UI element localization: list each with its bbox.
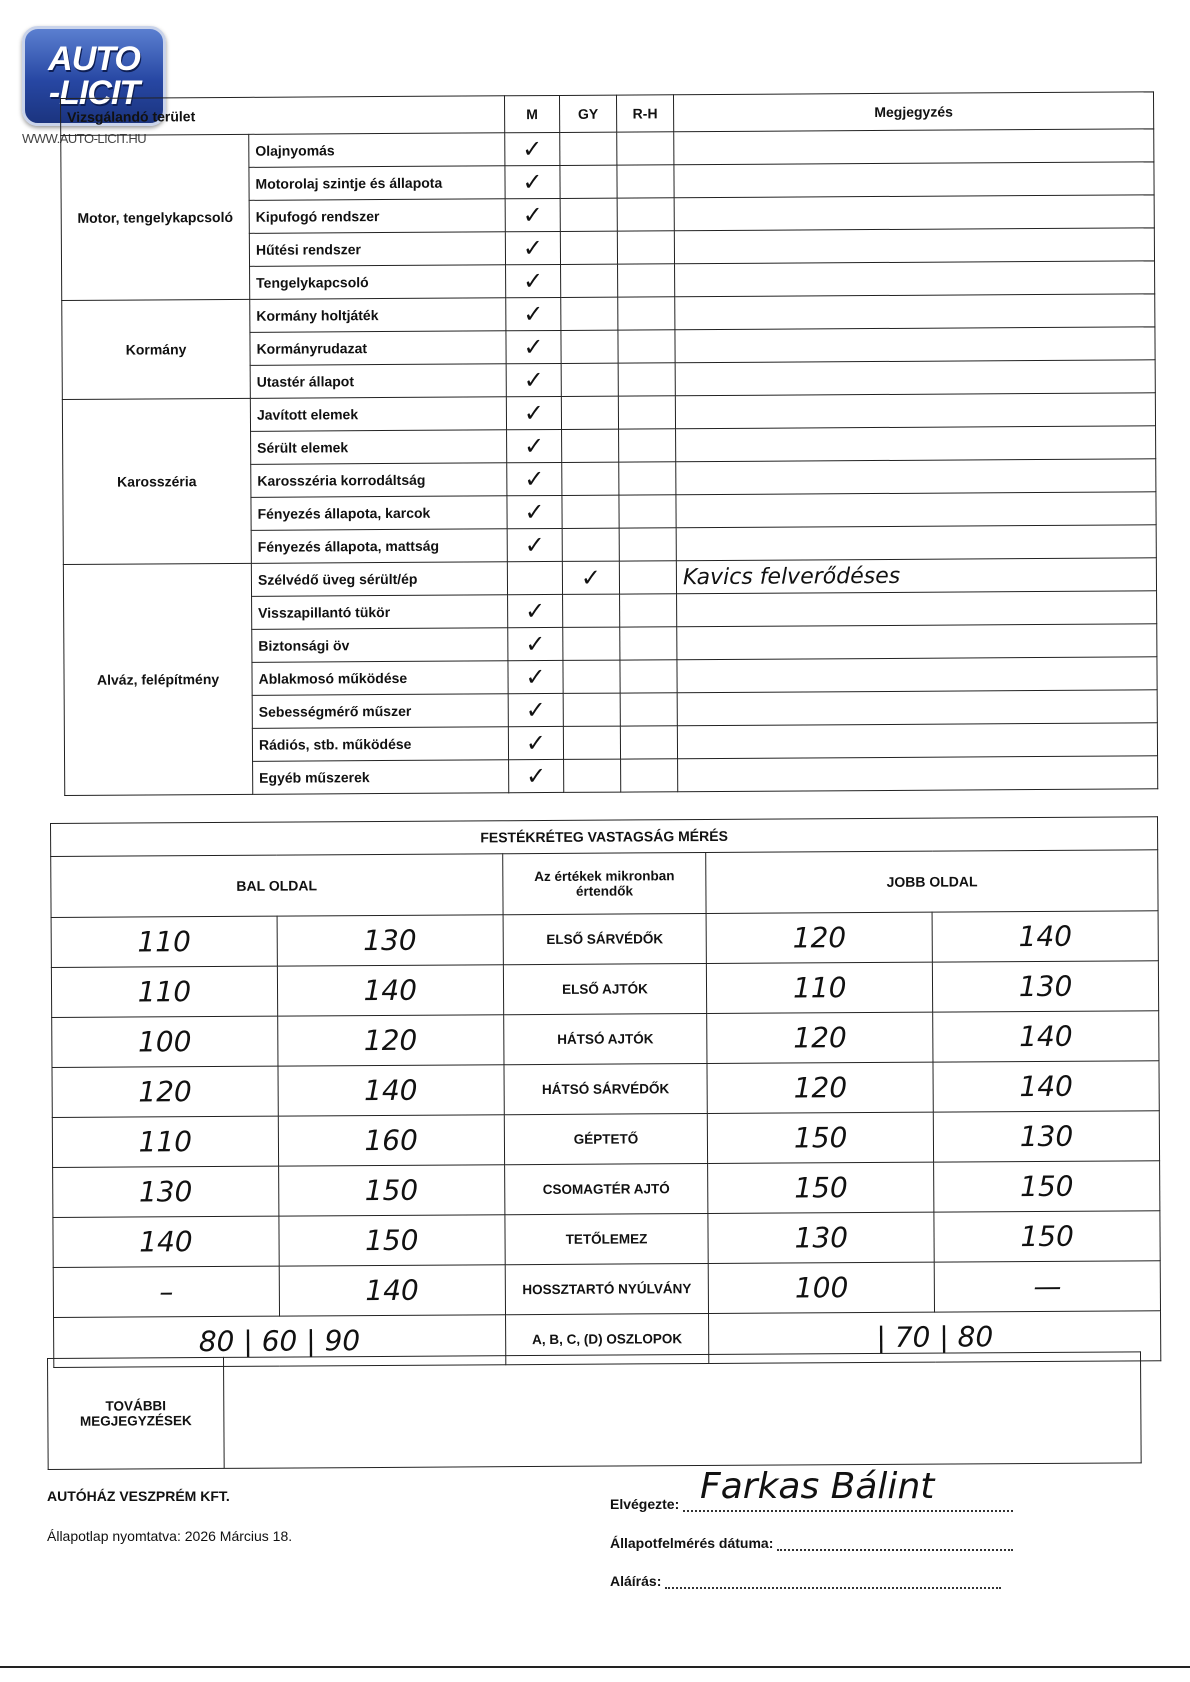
m-cell [507,462,562,495]
panel-label: CSOMAGTÉR AJTÓ [504,1163,708,1214]
m-cell [506,297,561,330]
paint-row [52,1011,1159,1068]
left-value-2: 150 [279,1215,505,1266]
header-note: Megjegyzés [673,92,1153,132]
rh-cell [619,462,676,495]
rh-cell [619,528,676,561]
rh-cell [621,759,678,792]
gy-cell [563,660,620,693]
check-mark-icon: ✓ [522,168,543,196]
item-label: Szélvédő üveg sérült/ép [251,562,507,597]
check-mark-icon: ✓ [524,465,545,493]
note-cell [677,690,1157,726]
logo-line2: -LICIT [48,74,140,112]
left-value-2: 150 [278,1165,504,1216]
m-cell [506,363,561,396]
paint-row [51,911,1158,968]
page-bottom-rule [0,1666,1190,1668]
note-cell [675,294,1155,330]
gy-cell [560,198,617,231]
paint-title: FESTÉKRÉTEG VASTAGSÁG MÉRÉS [51,817,1158,857]
left-value-1: 100 [52,1016,278,1067]
check-mark-icon: ✓ [522,267,544,295]
panel-label: GÉPTETŐ [504,1113,708,1164]
item-label: Egyéb műszerek [253,760,509,795]
item-label: Fényezés állapota, mattság [251,529,507,564]
m-cell [508,627,563,660]
panel-label: ELSŐ SÁRVÉDŐK [503,913,707,964]
rh-cell [620,660,677,693]
note-cell [676,492,1156,528]
note-cell [677,657,1157,693]
signature-line [665,1587,1001,1589]
paint-row [52,1061,1159,1118]
item-label: Fényezés állapota, karcok [251,496,507,531]
note-cell [677,624,1157,660]
rh-cell [617,198,674,231]
panel-label: HÁTSÓ AJTÓK [503,1013,707,1064]
right-value-2: — [934,1261,1160,1312]
item-label: Hűtési rendszer [249,232,505,267]
signature-row [610,1573,1001,1589]
header-m: M [504,95,559,132]
check-mark-icon: ✓ [580,564,602,592]
item-label: Kipufogó rendszer [249,199,505,234]
logo-line1: AUTO [48,40,140,78]
m-cell [505,231,560,264]
inspection-table [60,91,1158,796]
check-mark-icon: ✓ [523,300,544,328]
right-value-1: 130 [708,1212,934,1263]
note-cell [675,360,1155,396]
m-cell [506,330,561,363]
m-cell [508,726,563,759]
pillars-label: A, B, C, (D) OSZLOPOK [505,1313,709,1364]
m-cell [507,495,562,528]
gy-cell [562,462,619,495]
paint-row [53,1261,1160,1318]
check-mark-icon: ✓ [524,531,545,559]
m-cell [506,396,561,429]
check-mark-icon: ✓ [525,729,547,757]
item-label: Kormány holtjáték [250,298,506,333]
gy-cell [561,330,618,363]
panel-label: ELSŐ AJTÓK [503,963,707,1014]
right-value-1: 150 [708,1112,934,1163]
rh-cell [617,132,674,165]
right-value-1: 120 [707,1062,933,1113]
rh-cell [617,231,674,264]
gy-cell [560,132,617,165]
rh-cell [619,429,676,462]
rh-cell [618,297,675,330]
m-cell [505,132,560,165]
gy-cell [562,528,619,561]
rh-cell [618,264,675,297]
gy-cell [564,759,621,792]
left-value-2: 140 [277,965,503,1016]
gy-cell [561,363,618,396]
note-cell [676,525,1156,561]
gy-cell [562,429,619,462]
done-by-line [683,1510,1013,1512]
paint-row [51,961,1158,1018]
note-cell [676,426,1156,462]
gy-cell [560,231,617,264]
done-by-signature: Farkas Bálint [700,1466,935,1507]
item-label: Kormányrudazat [250,331,506,366]
note-cell [676,459,1156,495]
printed-date: Állapotlap nyomtatva: 2026 Március 18. [47,1528,293,1544]
left-value-1: 110 [51,966,277,1017]
left-value-2: 140 [279,1265,505,1316]
area-label: Alváz, felépítmény [63,563,252,795]
left-value-2: 120 [277,1015,503,1066]
check-mark-icon: ✓ [522,201,543,229]
check-mark-icon: ✓ [524,498,545,526]
company-name: AUTÓHÁZ VESZPRÉM KFT. [47,1488,230,1504]
paint-row [52,1111,1159,1168]
right-value-1: 150 [708,1162,934,1213]
left-value-1: 110 [52,1116,278,1167]
note-cell [674,228,1154,264]
left-value-1: 140 [53,1216,279,1267]
gy-cell [560,165,617,198]
left-value-1: – [53,1266,279,1317]
note-cell [677,723,1157,759]
rh-cell [618,330,675,363]
m-cell [505,165,560,198]
item-label: Ablakmosó működése [252,661,508,696]
date-label: Állapotfelmérés dátuma: [610,1535,774,1551]
m-cell [509,759,564,792]
further-notes-value [223,1352,1141,1469]
right-side-header: JOBB OLDAL [706,850,1158,914]
area-label: Karosszéria [62,398,251,564]
note-cell: Kavics felverődéses [676,558,1156,594]
panel-label: HÁTSÓ SÁRVÉDŐK [504,1063,708,1114]
header-area: Vizsgálandó terület [61,96,505,136]
paint-thickness-table [50,816,1161,1368]
further-notes-table [47,1351,1142,1470]
gy-cell [563,693,620,726]
check-mark-icon: ✓ [526,762,547,790]
right-value-2: 150 [934,1211,1160,1262]
note-cell [674,162,1154,198]
m-cell [508,594,563,627]
right-value-2: 130 [933,1111,1159,1162]
m-cell [507,429,562,462]
done-by-label: Elvégezte: [610,1496,680,1512]
gy-cell [561,297,618,330]
check-mark-icon: ✓ [525,663,546,691]
panel-label: TETŐLEMEZ [505,1213,709,1264]
m-cell [508,660,563,693]
area-label: Kormány [62,299,251,399]
left-value-1: 110 [51,916,277,967]
left-side-header: BAL OLDAL [51,854,503,918]
paint-row [53,1161,1160,1218]
m-cell [508,693,563,726]
note-cell [677,591,1157,627]
pillars-right-values: | 70 | 80 [709,1311,1161,1364]
gy-cell [563,726,620,759]
item-label: Olajnyomás [249,133,505,168]
rh-cell [620,594,677,627]
check-mark-icon: ✓ [522,135,543,163]
check-mark-icon: ✓ [524,597,546,625]
item-label: Motorolaj szintje és állapota [249,166,505,201]
rh-cell [620,693,677,726]
right-value-1: 120 [706,912,932,963]
m-cell [507,528,562,561]
left-value-1: 120 [52,1066,278,1117]
gy-cell [561,396,618,429]
signature-label: Aláírás: [610,1573,662,1589]
check-mark-icon: ✓ [522,234,544,262]
rh-cell [617,165,674,198]
date-line [777,1549,1013,1551]
note-cell [678,756,1158,792]
header-gy: GY [559,95,616,132]
right-value-2: 140 [933,1011,1159,1062]
left-value-1: 130 [53,1166,279,1217]
note-cell [675,393,1155,429]
right-value-2: 150 [934,1161,1160,1212]
check-mark-icon: ✓ [525,696,546,724]
paint-row [53,1211,1160,1268]
item-label: Sérült elemek [251,430,507,465]
check-mark-icon: ✓ [523,333,544,361]
check-mark-icon: ✓ [523,432,545,460]
right-value-1: 110 [707,962,933,1013]
check-mark-icon: ✓ [523,399,545,427]
gy-cell [562,495,619,528]
further-notes-label: TOVÁBBI MEGJEGYZÉSEK [48,1357,225,1469]
gy-cell [563,627,620,660]
item-label: Sebességmérő műszer [252,694,508,729]
item-label: Visszapillantó tükör [252,595,508,630]
header-rh: R-H [616,95,673,132]
right-value-2: 140 [932,911,1158,962]
panel-label: HOSSZTARTÓ NYÚLVÁNY [505,1263,709,1314]
gy-cell [563,594,620,627]
check-mark-icon: ✓ [525,630,546,658]
left-value-2: 130 [277,915,503,966]
rh-cell [619,561,676,594]
rh-cell [620,726,677,759]
item-label: Tengelykapcsoló [250,265,506,300]
note-cell [674,195,1154,231]
item-label: Javított elemek [250,397,506,432]
right-value-2: 140 [933,1061,1159,1112]
rh-cell [619,495,676,528]
area-label: Motor, tengelykapcsoló [61,134,250,300]
m-cell [507,561,562,594]
rh-cell [620,627,677,660]
unit-header: Az értékek mikronban értendők [502,852,706,914]
m-cell [505,198,560,231]
note-cell [675,261,1155,297]
left-value-2: 160 [278,1115,504,1166]
item-label: Rádiós, stb. működése [252,727,508,762]
note-cell [674,129,1154,165]
pillars-left-values: 80 | 60 | 90 [54,1315,506,1368]
item-label: Biztonsági öv [252,628,508,663]
gy-cell [562,561,619,594]
check-mark-icon: ✓ [523,366,544,394]
m-cell [506,264,561,297]
left-value-2: 140 [278,1065,504,1116]
gy-cell [561,264,618,297]
right-value-1: 120 [707,1012,933,1063]
rh-cell [618,396,675,429]
right-value-2: 130 [933,961,1159,1012]
right-value-1: 100 [709,1262,935,1313]
date-row [610,1535,1013,1551]
note-cell [675,327,1155,363]
item-label: Karosszéria korrodáltság [251,463,507,498]
item-label: Utastér állapot [250,364,506,399]
rh-cell [618,363,675,396]
logo-url: WWW.AUTO-LICIT.HU [22,131,147,146]
